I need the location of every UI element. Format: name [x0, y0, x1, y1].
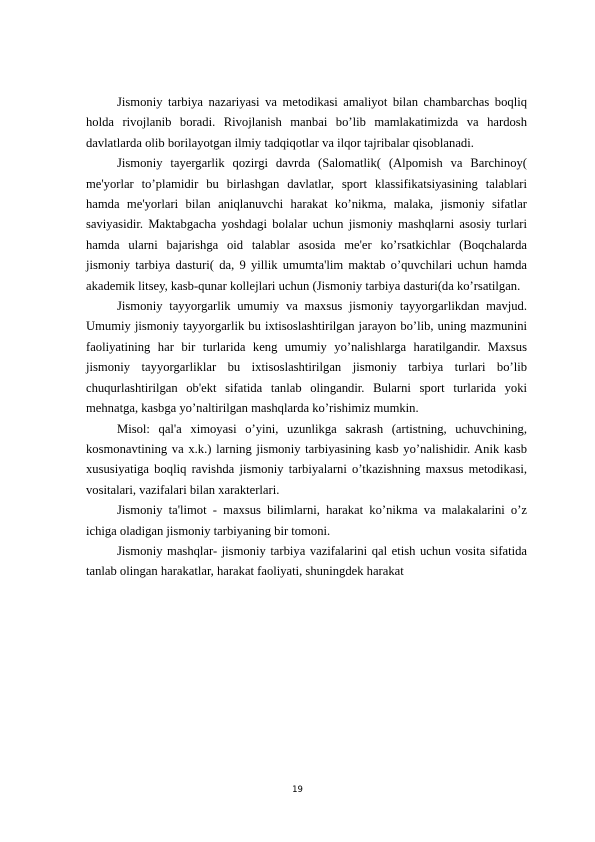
paragraph-2: Jismoniy tayergarlik qozirgi davrda (Salomatlik( (Alpomish va Barchinoy( me'yorlar to’plamidir bu birlashgan davlatlar, sport klassifikatsiyasining talablari hamda me'yorlari bilan aniqlanuvchi harakat ko’nikma, malaka, jismoniy sifatlar saviyasidir. Maktabgacha yoshdagi bolalar uchun jismoniy mashqlarni asosiy turlari hamda ularni bajarishga oid talablar asosida me'er ko’rsatkichlar (Boqchalarda jismoniy tarbiya dasturi( da, 9 yillik umumta'lim maktab o’quvchilari uchun hamda akademik litsey, kasb-qunar kollejlari uchun (Jismoniy tarbiya dasturi(da ko’rsatilgan. [86, 156, 527, 293]
paragraph-5: Jismoniy ta'limot - maxsus bilimlarni, harakat ko’nikma va malakalarini o’z ichiga oladigan jismoniy tarbiyaning bir tomoni. [86, 503, 527, 538]
paragraph-1: Jismoniy tarbiya nazariyasi va metodikasi amaliyot bilan chambarchas boqliq holda rivojlanib boradi. Rivojlanish manbai bo’lib mamlakatimizda va hardosh davlatlarda olib borilayotgan ilmiy tadqiqotlar va ilqor tajribalar qisoblanadi. [86, 95, 527, 150]
paragraph-3: Jismoniy tayyorgarlik umumiy va maxsus jismoniy tayyorgarlikdan mavjud. Umumiy jismoniy tayyorgarlik bu ixtisoslashtirilgan jarayon bo’lib, uning mazmunini faoliyatining har bir turlarida keng umumiy yo’nalishlarga haratilgandir. Maxsus jismoniy tayyorgarliklar bu ixtisoslashtirilgan jismoniy tarbiya turlari bo’lib chuqurlashtirilgan ob'ekt sifatida tanlab olingandir. Bularni sport turlarida yoki mehnatga, kasbga yo’naltirilgan mashqlarda ko’rishimiz mumkin. [86, 299, 527, 416]
page-number: 19 [292, 785, 303, 795]
paragraph-6: Jismoniy mashqlar- jismoniy tarbiya vazifalarini qal etish uchun vosita sifatida tanlab olingan harakatlar, harakat faoliyati, shuningdek harakat [86, 543, 527, 579]
body-text [86, 92, 527, 582]
paragraph-4: Misol: qal'a ximoyasi o’yini, uzunlikga sakrash (artistning, uchuvchining, kosmonavtining va x.k.) larning jismoniy tarbiyasining kasb yo’nalishidir. Anik kasb xususiyatiga boqliq ravishda jismoniy tarbiyalarni o’tkazishning maxsus metodikasi, vositalari, vazifalari bilan xarakterlari. [86, 421, 527, 497]
